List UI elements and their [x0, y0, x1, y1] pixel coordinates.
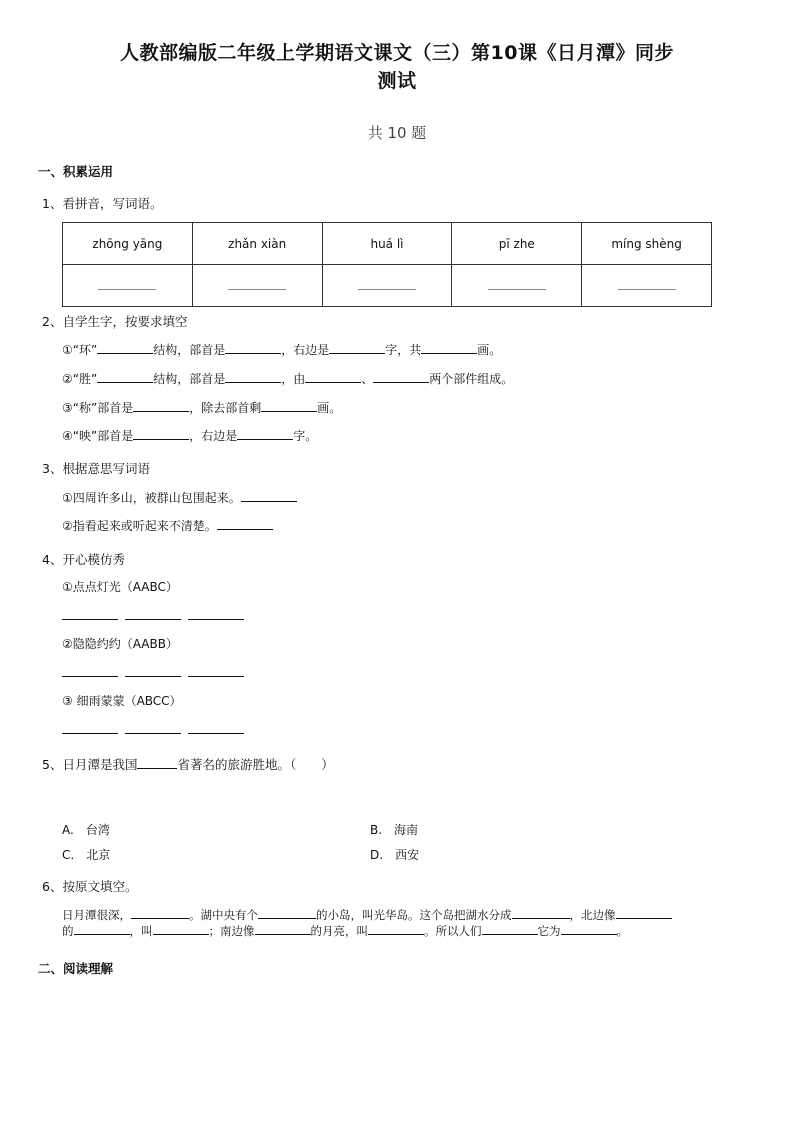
- fill-blank[interactable]: [616, 906, 672, 919]
- fill-blank[interactable]: [125, 721, 181, 734]
- fill-blank[interactable]: [237, 427, 293, 440]
- text-segment: 画。: [317, 401, 342, 415]
- question-3-item-2: [62, 517, 273, 534]
- text-segment: 结构，部首是: [153, 372, 226, 386]
- option-letter: A.: [62, 823, 74, 837]
- question-2-line-3: [62, 399, 341, 416]
- question-1-label: 1、看拼音，写词语。: [42, 196, 163, 211]
- question-3-label: 3、根据意思写词语: [42, 461, 150, 476]
- text-segment: ；南边像: [208, 924, 255, 938]
- option-c[interactable]: [62, 846, 110, 863]
- page-title-line1: 人教部编版二年级上学期语文课文（三）第10课《日月潭》同步: [120, 42, 674, 64]
- text-segment: 的: [62, 924, 74, 938]
- answer-blank-row: [62, 721, 251, 737]
- text-segment: 。: [616, 924, 628, 938]
- fill-blank[interactable]: [188, 607, 244, 620]
- fill-blank[interactable]: [305, 370, 361, 383]
- question-2-line-2: [62, 370, 513, 387]
- question-6-line-1: [62, 906, 672, 923]
- fill-blank[interactable]: [329, 341, 385, 354]
- fill-blank[interactable]: [258, 906, 316, 919]
- text-segment: 、: [361, 372, 374, 386]
- option-letter: D.: [370, 848, 384, 862]
- text-segment: 日月潭很深，: [62, 908, 131, 922]
- option-a[interactable]: [62, 821, 110, 838]
- text-segment: 省著名的旅游胜地。（ ）: [177, 757, 334, 772]
- fill-blank[interactable]: [74, 922, 130, 935]
- question-5-label: [42, 755, 334, 773]
- question-3-item-1: [62, 489, 297, 506]
- option-d[interactable]: [370, 846, 419, 863]
- pinyin-cell: zhōng yāng: [63, 223, 193, 265]
- fill-blank[interactable]: [131, 906, 189, 919]
- fill-blank[interactable]: [373, 370, 429, 383]
- answer-blank[interactable]: [582, 265, 712, 307]
- fill-blank[interactable]: [188, 664, 244, 677]
- text-segment: ，右边是: [281, 343, 330, 357]
- answer-blank[interactable]: [322, 265, 452, 307]
- fill-blank[interactable]: [125, 664, 181, 677]
- answer-blank[interactable]: [63, 265, 193, 307]
- fill-blank[interactable]: [97, 370, 153, 383]
- text-segment: 的月亮，叫: [310, 924, 368, 938]
- fill-blank[interactable]: [261, 399, 317, 412]
- fill-blank[interactable]: [62, 721, 118, 734]
- option-letter: C.: [62, 848, 75, 862]
- fill-blank[interactable]: [137, 756, 177, 769]
- question-count: 共 10 题: [367, 124, 427, 142]
- fill-blank[interactable]: [512, 906, 570, 919]
- page-title-line2: 测试: [377, 70, 417, 92]
- text-segment: ，叫: [129, 924, 153, 938]
- fill-blank[interactable]: [62, 607, 118, 620]
- fill-blank[interactable]: [153, 922, 209, 935]
- pinyin-cell: pī zhe: [452, 223, 582, 265]
- option-letter: B.: [370, 823, 383, 837]
- text-segment: 结构，部首是: [153, 343, 226, 357]
- fill-blank[interactable]: [217, 517, 273, 530]
- text-segment: 两个部件组成。: [429, 372, 514, 386]
- pinyin-cell: míng shèng: [582, 223, 712, 265]
- question-2-line-1: [62, 341, 501, 358]
- pinyin-cell: huá lì: [322, 223, 452, 265]
- fill-blank[interactable]: [125, 607, 181, 620]
- text-segment: 。湖中央有个: [189, 908, 258, 922]
- fill-blank[interactable]: [482, 922, 538, 935]
- text-segment: ②“胜”: [62, 372, 98, 386]
- question-4-item-3: ③ 细雨蒙蒙（ABCC）: [62, 694, 182, 708]
- option-text: 北京: [86, 848, 111, 862]
- pinyin-row: [63, 223, 712, 265]
- fill-blank[interactable]: [133, 427, 189, 440]
- text-segment: 字。: [293, 429, 318, 443]
- text-segment: 。所以人们: [424, 924, 482, 938]
- section-heading-2: 二、阅读理解: [38, 961, 114, 976]
- text-segment: ，除去部首剩: [189, 401, 262, 415]
- text-segment: ，由: [281, 372, 306, 386]
- text-segment: 画。: [477, 343, 502, 357]
- text-segment: 的小岛，叫光华岛。这个岛把湖水分成: [316, 908, 512, 922]
- fill-blank[interactable]: [188, 721, 244, 734]
- item-text: ②指看起来或听起来不清楚。: [62, 519, 217, 533]
- question-6-label: 6、按原文填空。: [42, 879, 138, 894]
- fill-blank[interactable]: [97, 341, 153, 354]
- question-4-item-2: ②隐隐约约（AABB）: [62, 637, 178, 651]
- question-6-line-2: [62, 922, 628, 939]
- text-segment: 5、日月潭是我国: [42, 757, 138, 772]
- fill-blank[interactable]: [225, 341, 281, 354]
- fill-blank[interactable]: [225, 370, 281, 383]
- fill-blank[interactable]: [368, 922, 424, 935]
- text-segment: ，右边是: [189, 429, 238, 443]
- text-segment: ①“环”: [62, 343, 98, 357]
- answer-row: [63, 265, 712, 307]
- option-text: 海南: [394, 823, 419, 837]
- text-segment: ③“称”部首是: [62, 401, 134, 415]
- fill-blank[interactable]: [133, 399, 189, 412]
- answer-blank[interactable]: [192, 265, 322, 307]
- answer-blank[interactable]: [452, 265, 582, 307]
- pinyin-table: [62, 222, 712, 307]
- answer-blank-row: [62, 607, 251, 623]
- fill-blank[interactable]: [561, 922, 617, 935]
- fill-blank[interactable]: [421, 341, 477, 354]
- text-segment: ，北边像: [569, 908, 616, 922]
- text-segment: 字，共: [385, 343, 422, 357]
- question-2-line-4: [62, 427, 317, 444]
- option-b[interactable]: [370, 821, 418, 838]
- fill-blank[interactable]: [241, 489, 297, 502]
- option-text: 西安: [395, 848, 420, 862]
- pinyin-cell: zhǎn xiàn: [192, 223, 322, 265]
- fill-blank[interactable]: [62, 664, 118, 677]
- option-text: 台湾: [85, 823, 110, 837]
- question-4-item-1: ①点点灯光（AABC）: [62, 580, 178, 594]
- answer-blank-row: [62, 664, 251, 680]
- question-4-label: 4、开心模仿秀: [42, 552, 125, 567]
- question-2-label: 2、自学生字，按要求填空: [42, 314, 188, 329]
- fill-blank[interactable]: [255, 922, 311, 935]
- section-heading-1: 一、积累运用: [38, 164, 114, 179]
- text-segment: 它为: [537, 924, 561, 938]
- item-text: ①四周许多山，被群山包围起来。: [62, 491, 241, 505]
- text-segment: ④“映”部首是: [62, 429, 134, 443]
